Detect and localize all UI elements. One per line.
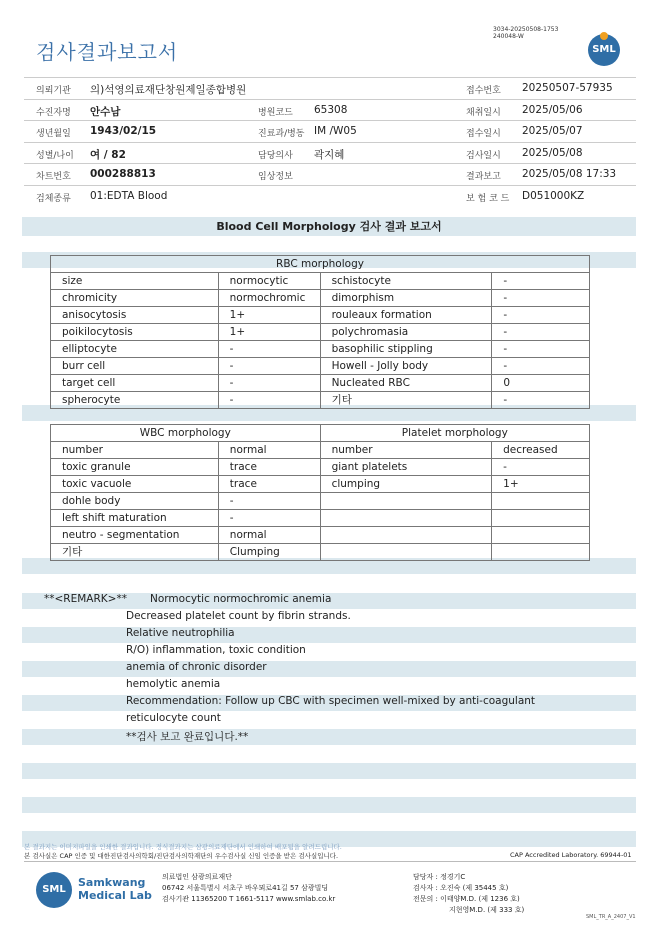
table-cell: left shift maturation xyxy=(51,510,219,527)
table-row xyxy=(51,442,590,459)
remark-line: Decreased platelet count by fibrin strands. xyxy=(126,610,351,622)
table-cell: number xyxy=(51,442,219,459)
table-row xyxy=(51,358,590,375)
band xyxy=(22,763,636,779)
wbc-table-header: WBC morphology xyxy=(51,425,321,442)
table-cell: 0 xyxy=(492,375,590,392)
brand-line-2: Medical Lab xyxy=(78,889,152,902)
hospital-code-label: 병원코드 xyxy=(258,107,293,118)
table-row xyxy=(51,459,590,476)
hospital-code-value: 65308 xyxy=(314,103,348,116)
table-row xyxy=(51,392,590,409)
table-cell: dimorphism xyxy=(320,290,492,307)
dept-value: IM /W05 xyxy=(314,125,357,137)
table-row xyxy=(51,493,590,510)
table-cell: elliptocyte xyxy=(51,341,219,358)
table-cell: - xyxy=(492,459,590,476)
table-cell: number xyxy=(320,442,492,459)
collect-date-label: 채취일시 xyxy=(466,107,501,118)
table-cell: - xyxy=(218,341,320,358)
patient-value: 안수남 xyxy=(90,105,121,118)
remark-line: R/O) inflammation, toxic condition xyxy=(126,644,306,656)
org-name: 의료법인 삼광의료재단 xyxy=(162,873,232,881)
table-cell: giant platelets xyxy=(320,459,492,476)
table-cell: trace xyxy=(218,459,320,476)
staff-line-4: 지현영M.D. (제 333 호) xyxy=(449,906,525,914)
rbc-morphology-table xyxy=(50,255,590,409)
band xyxy=(22,661,636,677)
doc-code-1: 3034-20250508-1753 xyxy=(493,26,559,33)
dept-label: 진료과/병동 xyxy=(258,129,305,139)
table-row xyxy=(51,476,590,493)
table-cell: polychromasia xyxy=(320,324,492,341)
document-code xyxy=(493,26,558,40)
chart-no-label: 차트번호 xyxy=(36,172,71,182)
org-address: 06742 서울특별시 서초구 바우뫼로41길 57 삼광빌딩 xyxy=(162,884,329,892)
table-cell: - xyxy=(492,324,590,341)
sex-age-value: 여 / 82 xyxy=(90,148,126,161)
table-cell: 1+ xyxy=(218,324,320,341)
report-date-value: 2025/05/08 17:33 xyxy=(522,168,617,180)
doctor-label: 담당의사 xyxy=(258,150,293,161)
dob-label: 생년월일 xyxy=(36,129,71,139)
table-cell: 1+ xyxy=(492,476,590,493)
section-title: Blood Cell Morphology 검사 결과 보고서 xyxy=(22,217,636,236)
table-row xyxy=(51,273,590,290)
table-row xyxy=(51,307,590,324)
table-cell: Clumping xyxy=(218,544,320,561)
dob-value: 1943/02/15 xyxy=(90,125,157,137)
patient-label: 수진자명 xyxy=(36,107,71,118)
table-cell: dohle body xyxy=(51,493,219,510)
table-cell xyxy=(320,493,492,510)
sml-logo-icon xyxy=(588,34,620,66)
table-cell xyxy=(320,527,492,544)
table-row xyxy=(51,324,590,341)
table-cell: neutro - segmentation xyxy=(51,527,219,544)
institution-label: 의뢰기관 xyxy=(36,86,71,96)
table-cell: clumping xyxy=(320,476,492,493)
receipt-date-label: 접수일시 xyxy=(466,129,501,139)
table-cell: toxic vacuole xyxy=(51,476,219,493)
table-cell: Howell - Jolly body xyxy=(320,358,492,375)
table-cell xyxy=(492,544,590,561)
remark-line: Relative neutrophilia xyxy=(126,627,235,639)
table-cell: anisocytosis xyxy=(51,307,219,324)
wbc-platelet-table xyxy=(50,424,590,561)
table-cell: trace xyxy=(218,476,320,493)
table-cell: - xyxy=(492,358,590,375)
receipt-no-label: 접수번호 xyxy=(466,86,501,96)
specimen-label: 검체종류 xyxy=(36,193,71,204)
table-cell: - xyxy=(218,392,320,409)
header-row-1 xyxy=(24,78,636,100)
table-row xyxy=(51,290,590,307)
report-date-label: 결과보고 xyxy=(466,172,501,182)
table-cell: normal xyxy=(218,527,320,544)
table-row xyxy=(51,341,590,358)
footer-sml-logo-icon xyxy=(36,872,72,908)
chart-no-value: 000288813 xyxy=(90,168,156,180)
remark-line: reticulocyte count xyxy=(126,712,221,724)
staff-line-1: 담당자 : 정경기C xyxy=(413,873,466,881)
remark-label: **<REMARK>** xyxy=(44,593,127,605)
cap-accreditation: CAP Accredited Laboratory. 69944-01 xyxy=(510,851,632,859)
footer-staff xyxy=(413,872,524,916)
remark-line: hemolytic anemia xyxy=(126,678,221,690)
footer-org-info xyxy=(162,872,335,905)
table-cell: - xyxy=(218,375,320,392)
header-row-2 xyxy=(24,100,636,122)
receipt-date-value: 2025/05/07 xyxy=(522,125,583,137)
sex-age-label: 성별/나이 xyxy=(36,150,74,161)
table-cell: 1+ xyxy=(218,307,320,324)
table-cell: poikilocytosis xyxy=(51,324,219,341)
insurance-code-label: 보 험 코 드 xyxy=(466,193,510,204)
table-cell: decreased xyxy=(492,442,590,459)
table-cell: chromicity xyxy=(51,290,219,307)
table-cell: rouleaux formation xyxy=(320,307,492,324)
patient-info-header xyxy=(24,78,636,206)
header-row-3 xyxy=(24,121,636,143)
table-cell xyxy=(492,527,590,544)
band xyxy=(22,797,636,813)
doctor-value: 곽지혜 xyxy=(314,148,345,161)
remark-line: Recommendation: Follow up CBC with specimen well-mixed by anti-coagulant xyxy=(126,695,536,707)
table-cell: schistocyte xyxy=(320,273,492,290)
table-cell xyxy=(320,544,492,561)
insurance-code-value: D051000KZ xyxy=(522,189,585,202)
footer-logo-text: SML xyxy=(42,884,66,895)
org-phone: 검사기관 11365200 T 1661-5117 www.smlab.co.kr xyxy=(162,895,336,903)
rbc-table-header: RBC morphology xyxy=(51,256,590,273)
institution-value: 의)석영의료재단창원제일종합병원 xyxy=(90,84,247,96)
table-cell: - xyxy=(492,273,590,290)
table-cell: - xyxy=(492,341,590,358)
receipt-no-value: 20250507-57935 xyxy=(522,82,613,94)
logo-text: SML xyxy=(592,44,616,55)
header-row-5 xyxy=(24,164,636,186)
table-cell: - xyxy=(492,307,590,324)
remark-line: anemia of chronic disorder xyxy=(126,661,267,673)
table-cell: - xyxy=(218,510,320,527)
footer-rule xyxy=(24,861,636,862)
band xyxy=(22,729,636,745)
table-cell: normochromic xyxy=(218,290,320,307)
remark-line: **검사 보고 완료입니다.** xyxy=(126,731,249,743)
clinical-info-label: 임상정보 xyxy=(258,172,293,182)
specimen-value: 01:EDTA Blood xyxy=(90,189,168,202)
table-cell: 기타 xyxy=(51,544,219,561)
table-row xyxy=(51,544,590,561)
staff-line-2: 검사자 : 오진숙 (제 35445 호) xyxy=(413,884,509,892)
platelet-table-header: Platelet morphology xyxy=(320,425,589,442)
table-row xyxy=(51,375,590,392)
table-cell xyxy=(320,510,492,527)
table-cell: Nucleated RBC xyxy=(320,375,492,392)
table-cell: normal xyxy=(218,442,320,459)
table-cell: - xyxy=(218,493,320,510)
table-cell: toxic granule xyxy=(51,459,219,476)
header-row-6 xyxy=(24,186,636,207)
header-row-4 xyxy=(24,143,636,165)
footer-notice-2: 본 검사실은 CAP 인증 및 대한진단검사의학회/진단검사의학재단의 우수검사실 신임 인증을 받은 검사실입니다. xyxy=(24,852,339,860)
brand-line-1: Samkwang xyxy=(78,876,146,889)
test-date-value: 2025/05/08 xyxy=(522,146,583,159)
table-cell: 기타 xyxy=(320,392,492,409)
staff-line-3: 전문의 : 이태양M.D. (제 1236 호) xyxy=(413,895,520,903)
table-cell xyxy=(492,493,590,510)
table-row xyxy=(51,510,590,527)
table-cell: - xyxy=(218,358,320,375)
doc-code-2: 240048-W xyxy=(493,33,524,40)
test-date-label: 검사일시 xyxy=(466,150,501,161)
table-cell: basophilic stippling xyxy=(320,341,492,358)
band xyxy=(22,627,636,643)
table-cell: - xyxy=(492,290,590,307)
collect-date-value: 2025/05/06 xyxy=(522,103,583,116)
form-code: SML_TR_A_2407_V1 xyxy=(586,914,636,920)
table-row xyxy=(51,527,590,544)
table-cell: target cell xyxy=(51,375,219,392)
table-cell xyxy=(492,510,590,527)
table-cell: burr cell xyxy=(51,358,219,375)
table-cell: size xyxy=(51,273,219,290)
table-cell: normocytic xyxy=(218,273,320,290)
footer-notice-1: 본 결과지는 이미지파일을 인쇄한 결과입니다. 정식결과지는 삼광의료재단에서 인쇄하여 배포됨을 알려드립니다. xyxy=(24,843,342,851)
report-title: 검사결과보고서 xyxy=(36,40,179,64)
table-cell: - xyxy=(492,392,590,409)
footer-brand xyxy=(78,876,152,902)
table-cell: spherocyte xyxy=(51,392,219,409)
remark-line: Normocytic normochromic anemia xyxy=(150,593,332,605)
